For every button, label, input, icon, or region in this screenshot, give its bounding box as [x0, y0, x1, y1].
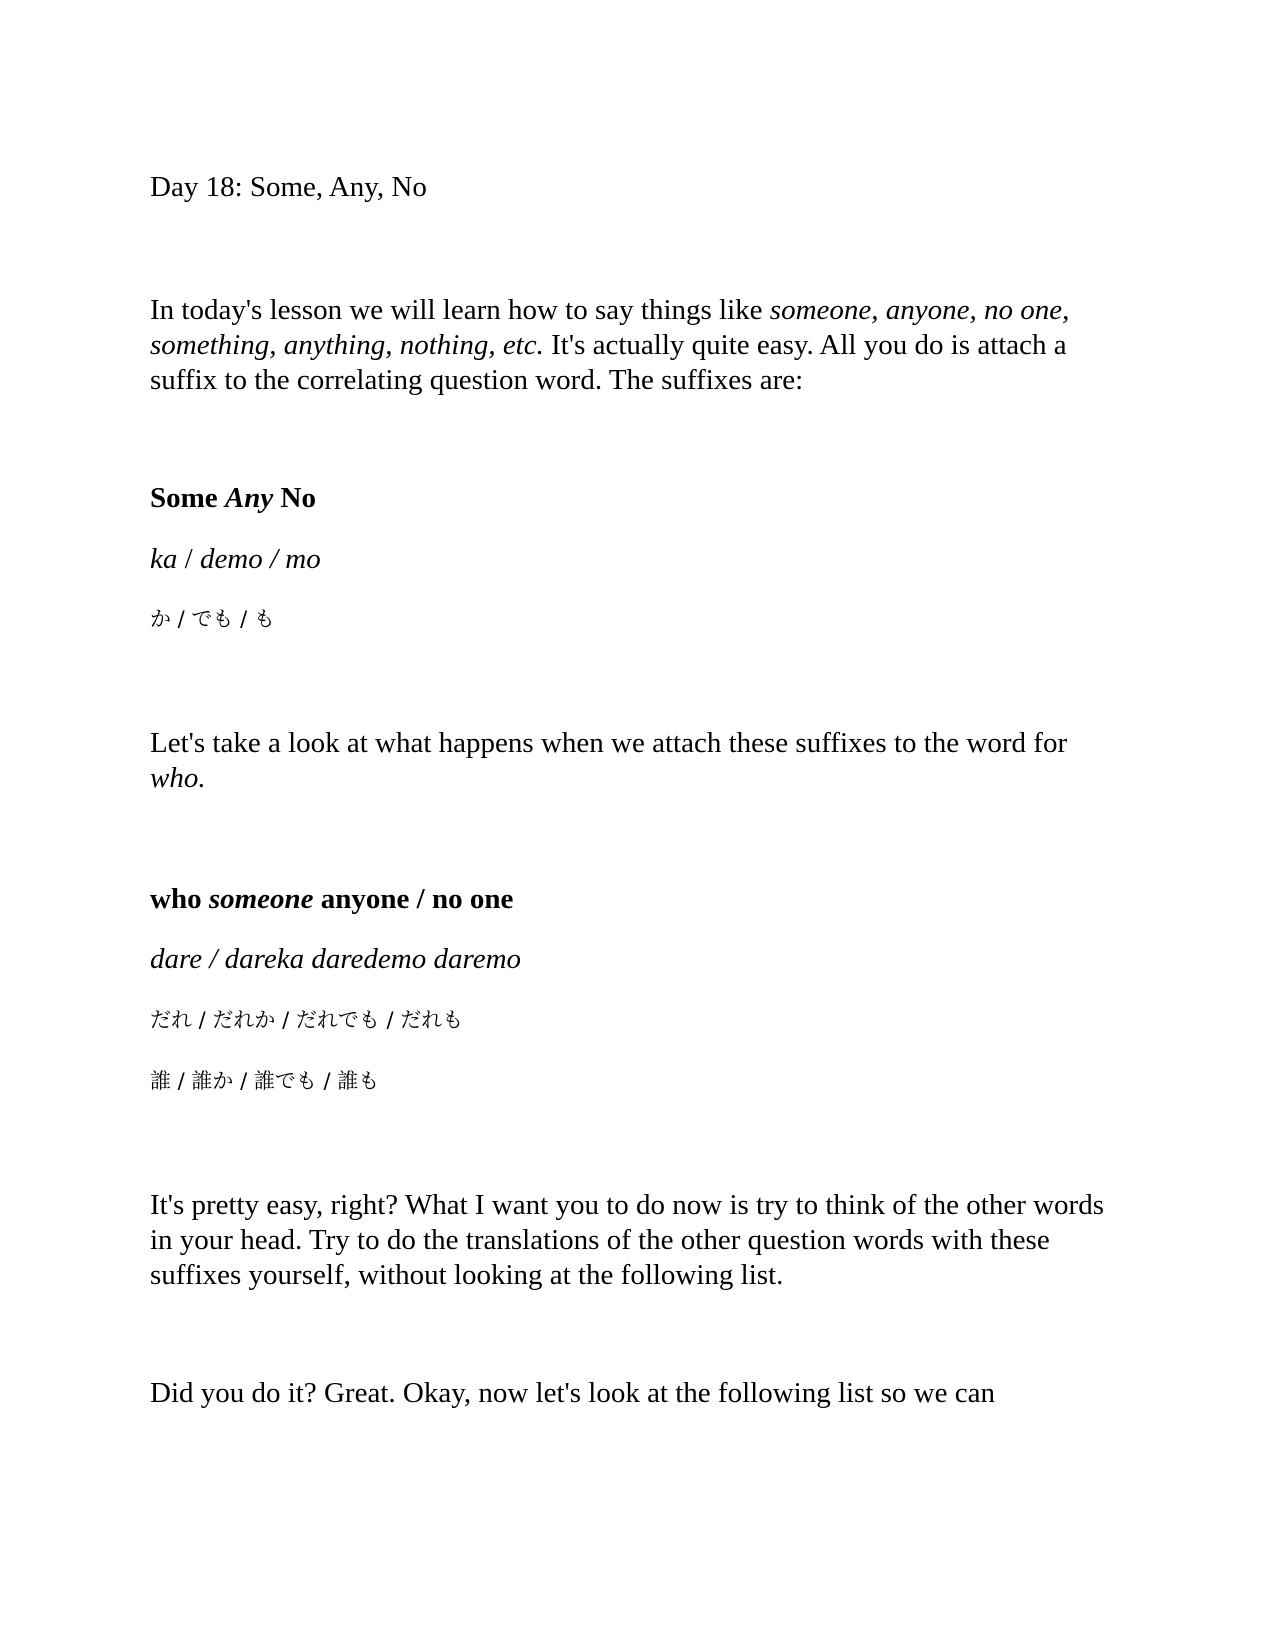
who-intro-paragraph	[150, 726, 1110, 796]
suffix-header-no: No	[273, 482, 316, 514]
suffix-romaji-sep: /	[177, 543, 200, 575]
who-romaji: dare / dareka daredemo daremo	[150, 943, 522, 975]
suffix-romaji-ka: ka	[150, 543, 178, 575]
intro-paragraph	[150, 293, 1110, 398]
suffix-header-some: Some	[150, 482, 225, 514]
who-kana: だれ / だれか / だれでも / だれも	[150, 1008, 464, 1032]
who-header	[150, 882, 1110, 917]
suffix-header-any: Any	[224, 482, 274, 514]
suffix-header	[150, 481, 1110, 516]
suffix-kana: か / でも / も	[150, 607, 275, 631]
intro-text-2: It's actually quite easy. All you do is attach a suffix to the correlating question word. The suffixes are:	[150, 329, 1067, 396]
suffix-romaji-rest: demo / mo	[199, 543, 321, 575]
who-header-who: who	[150, 883, 209, 915]
practice-paragraph: It's pretty easy, right? What I want you to do now is try to think of the other words in your head. Try to do the translations of the other question words with these suffixes yourself, without looking at the following list.	[150, 1189, 1104, 1291]
who-intro-text: Let's take a look at what happens when we attach these suffixes to the word for	[150, 727, 1068, 759]
suffix-romaji	[150, 542, 1110, 577]
intro-examples: someone, anyone, no one, something, anything, nothing, etc.	[150, 294, 1070, 361]
intro-text-1: In today's lesson we will learn how to say things like	[150, 294, 770, 326]
who-kanji: 誰 / 誰か / 誰でも / 誰も	[150, 1069, 380, 1093]
lesson-title: Day 18: Some, Any, No	[150, 171, 427, 203]
who-intro-word: who.	[150, 762, 206, 794]
who-header-rest: anyone / no one	[313, 883, 514, 915]
who-header-someone: someone	[208, 883, 314, 915]
followup-paragraph: Did you do it? Great. Okay, now let's look at the following list so we can	[150, 1377, 995, 1409]
